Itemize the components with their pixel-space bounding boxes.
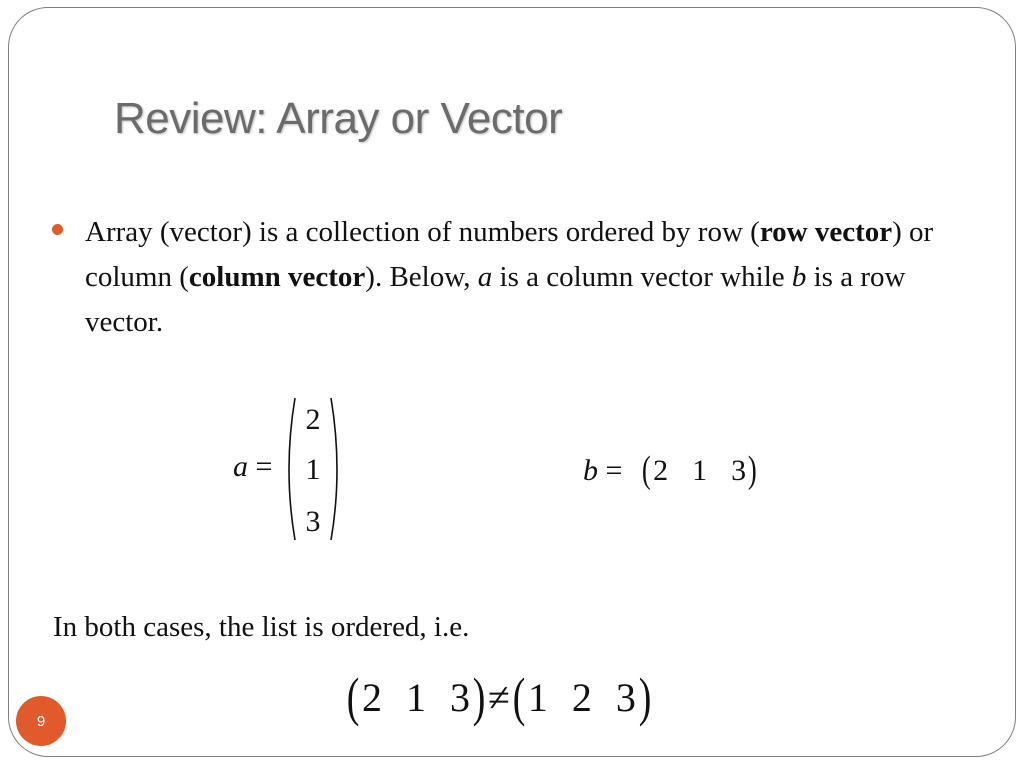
bullet-text (85, 210, 945, 345)
bullet-text-part: is a column vector while (492, 261, 792, 293)
vector-entry: 1 (527, 675, 548, 720)
page-number-badge: 9 (16, 696, 66, 746)
left-paren-icon: ( (642, 449, 652, 491)
bullet-text-part: is a row vector. (85, 261, 906, 338)
vector-entry: 3 (731, 454, 747, 487)
right-paren-icon (331, 398, 337, 540)
bold-term-column-vector: column vector (188, 261, 366, 293)
left-paren-icon (289, 398, 295, 540)
bold-term-row-vector: row vector (759, 216, 893, 248)
equals-sign: = (248, 450, 273, 483)
vector-entry: 3 (449, 675, 470, 720)
column-vector-matrix (283, 392, 343, 552)
italic-var-b: b (791, 261, 807, 293)
equation-a-lhs (233, 450, 272, 484)
ordered-note: In both cases, the list is ordered, i.e. (53, 611, 470, 643)
vector-entry: 3 (615, 675, 636, 720)
left-paren-icon: ( (346, 667, 360, 727)
vector-entry: 2 (571, 675, 592, 720)
matrix-entry: 1 (305, 453, 321, 486)
equals-sign: = (598, 454, 623, 487)
matrix-entry: 3 (305, 505, 321, 538)
bullet-dot-icon (52, 224, 63, 235)
right-paren-icon: ) (638, 667, 652, 727)
left-paren-icon: ( (512, 667, 526, 727)
var-a: a (233, 450, 248, 483)
bullet-text-part: ) or column ( (85, 216, 934, 293)
right-paren-icon: ) (747, 449, 757, 491)
vector-entry: 1 (405, 675, 426, 720)
matrix-entry: 2 (305, 403, 321, 436)
bullet-text-part: Array (vector) is a collection of numbers ordered by row ( (85, 216, 760, 248)
vector-entry: 2 (653, 454, 669, 487)
slide-title: Review: Array or Vector (114, 94, 563, 143)
right-paren-icon: ) (472, 667, 486, 727)
bullet-text-part: ). Below, (365, 261, 478, 293)
row-vector-equation (583, 448, 759, 492)
bullet-item (52, 210, 952, 345)
vector-entry: 2 (361, 675, 382, 720)
var-b: b (583, 454, 598, 487)
vector-entry: 1 (692, 454, 708, 487)
not-equal-sign: ≠ (487, 675, 510, 720)
italic-var-a: a (477, 261, 493, 293)
inequality-expression (344, 666, 654, 728)
